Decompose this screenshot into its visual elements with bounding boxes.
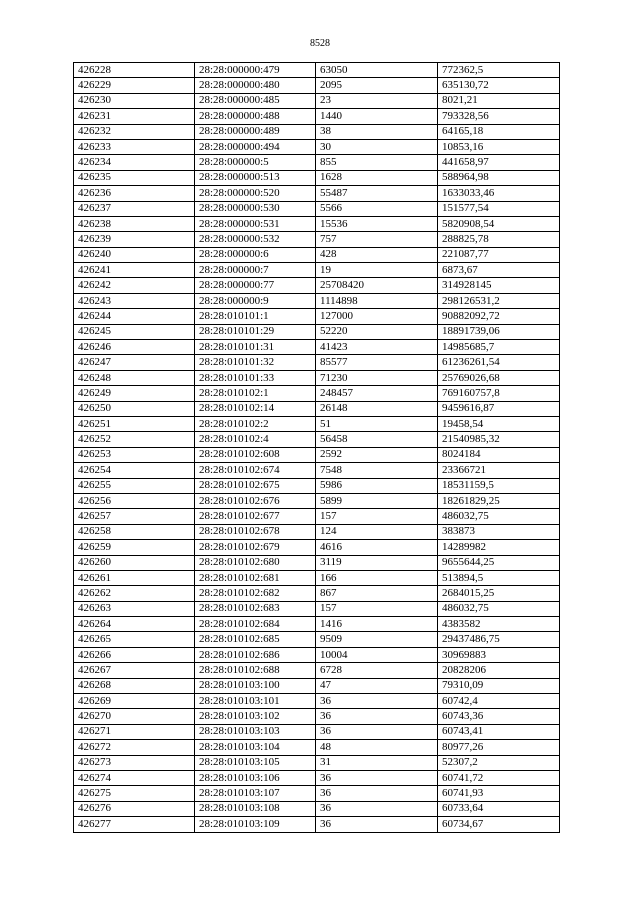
value-cell: 486032,75 bbox=[438, 509, 560, 524]
table-row bbox=[74, 109, 560, 124]
cadastral-number-cell: 28:28:010102:682 bbox=[195, 586, 316, 601]
value-cell: 8021,21 bbox=[438, 93, 560, 108]
value-cell: 151577,54 bbox=[438, 201, 560, 216]
table-row bbox=[74, 724, 560, 739]
table-row bbox=[74, 709, 560, 724]
value-cell: 10853,16 bbox=[438, 139, 560, 154]
table-row bbox=[74, 93, 560, 108]
value-cell: 486032,75 bbox=[438, 601, 560, 616]
value-cell: 635130,72 bbox=[438, 78, 560, 93]
record-number-cell: 426235 bbox=[74, 170, 195, 185]
table-row bbox=[74, 386, 560, 401]
value-cell: 20828206 bbox=[438, 663, 560, 678]
cadastral-number-cell: 28:28:010102:2 bbox=[195, 416, 316, 431]
value-cell: 513894,5 bbox=[438, 570, 560, 585]
record-number-cell: 426244 bbox=[74, 309, 195, 324]
value-cell: 30969883 bbox=[438, 647, 560, 662]
area-cell: 36 bbox=[316, 786, 438, 801]
table-row bbox=[74, 755, 560, 770]
cadastral-number-cell: 28:28:010103:104 bbox=[195, 740, 316, 755]
table-row bbox=[74, 740, 560, 755]
table-row bbox=[74, 170, 560, 185]
cadastral-number-cell: 28:28:010103:108 bbox=[195, 801, 316, 816]
value-cell: 288825,78 bbox=[438, 232, 560, 247]
record-number-cell: 426237 bbox=[74, 201, 195, 216]
value-cell: 221087,77 bbox=[438, 247, 560, 262]
area-cell: 47 bbox=[316, 678, 438, 693]
record-number-cell: 426272 bbox=[74, 740, 195, 755]
record-number-cell: 426259 bbox=[74, 540, 195, 555]
record-number-cell: 426263 bbox=[74, 601, 195, 616]
table-row bbox=[74, 216, 560, 231]
table-row bbox=[74, 278, 560, 293]
record-number-cell: 426252 bbox=[74, 432, 195, 447]
cadastral-number-cell: 28:28:010103:100 bbox=[195, 678, 316, 693]
value-cell: 18261829,25 bbox=[438, 493, 560, 508]
record-number-cell: 426275 bbox=[74, 786, 195, 801]
area-cell: 51 bbox=[316, 416, 438, 431]
table-row bbox=[74, 63, 560, 78]
area-cell: 5986 bbox=[316, 478, 438, 493]
value-cell: 769160757,8 bbox=[438, 386, 560, 401]
area-cell: 25708420 bbox=[316, 278, 438, 293]
table-row bbox=[74, 401, 560, 416]
value-cell: 29437486,75 bbox=[438, 632, 560, 647]
area-cell: 7548 bbox=[316, 463, 438, 478]
value-cell: 18531159,5 bbox=[438, 478, 560, 493]
area-cell: 1416 bbox=[316, 617, 438, 632]
table-row bbox=[74, 124, 560, 139]
area-cell: 19 bbox=[316, 263, 438, 278]
cadastral-number-cell: 28:28:000000:532 bbox=[195, 232, 316, 247]
cadastral-number-cell: 28:28:010102:675 bbox=[195, 478, 316, 493]
value-cell: 79310,09 bbox=[438, 678, 560, 693]
table-row bbox=[74, 617, 560, 632]
cadastral-number-cell: 28:28:010102:4 bbox=[195, 432, 316, 447]
table-row bbox=[74, 247, 560, 262]
record-number-cell: 426234 bbox=[74, 155, 195, 170]
table-row bbox=[74, 155, 560, 170]
value-cell: 21540985,32 bbox=[438, 432, 560, 447]
area-cell: 52220 bbox=[316, 324, 438, 339]
record-number-cell: 426238 bbox=[74, 216, 195, 231]
record-number-cell: 426231 bbox=[74, 109, 195, 124]
record-number-cell: 426247 bbox=[74, 355, 195, 370]
value-cell: 19458,54 bbox=[438, 416, 560, 431]
value-cell: 60742,4 bbox=[438, 694, 560, 709]
table-row bbox=[74, 540, 560, 555]
value-cell: 60733,64 bbox=[438, 801, 560, 816]
area-cell: 9509 bbox=[316, 632, 438, 647]
cadastral-number-cell: 28:28:010103:105 bbox=[195, 755, 316, 770]
table-row bbox=[74, 817, 560, 832]
cadastral-number-cell: 28:28:000000:531 bbox=[195, 216, 316, 231]
area-cell: 48 bbox=[316, 740, 438, 755]
value-cell: 8024184 bbox=[438, 447, 560, 462]
record-number-cell: 426257 bbox=[74, 509, 195, 524]
value-cell: 4383582 bbox=[438, 617, 560, 632]
cadastral-number-cell: 28:28:000000:9 bbox=[195, 293, 316, 308]
area-cell: 2592 bbox=[316, 447, 438, 462]
cadastral-number-cell: 28:28:010101:32 bbox=[195, 355, 316, 370]
record-number-cell: 426277 bbox=[74, 817, 195, 832]
cadastral-number-cell: 28:28:000000:480 bbox=[195, 78, 316, 93]
value-cell: 60741,72 bbox=[438, 770, 560, 785]
area-cell: 55487 bbox=[316, 186, 438, 201]
table-row bbox=[74, 770, 560, 785]
area-cell: 5566 bbox=[316, 201, 438, 216]
area-cell: 36 bbox=[316, 709, 438, 724]
value-cell: 441658,97 bbox=[438, 155, 560, 170]
table-row bbox=[74, 801, 560, 816]
cadastral-number-cell: 28:28:010101:1 bbox=[195, 309, 316, 324]
table-row bbox=[74, 186, 560, 201]
table-row bbox=[74, 201, 560, 216]
area-cell: 71230 bbox=[316, 370, 438, 385]
record-number-cell: 426264 bbox=[74, 617, 195, 632]
record-number-cell: 426273 bbox=[74, 755, 195, 770]
cadastral-number-cell: 28:28:010102:674 bbox=[195, 463, 316, 478]
table-row bbox=[74, 340, 560, 355]
cadastral-number-cell: 28:28:000000:530 bbox=[195, 201, 316, 216]
area-cell: 36 bbox=[316, 724, 438, 739]
record-number-cell: 426253 bbox=[74, 447, 195, 462]
record-number-cell: 426265 bbox=[74, 632, 195, 647]
area-cell: 26148 bbox=[316, 401, 438, 416]
value-cell: 18891739,06 bbox=[438, 324, 560, 339]
value-cell: 60734,67 bbox=[438, 817, 560, 832]
cadastral-number-cell: 28:28:010101:29 bbox=[195, 324, 316, 339]
record-number-cell: 426232 bbox=[74, 124, 195, 139]
record-number-cell: 426229 bbox=[74, 78, 195, 93]
value-cell: 60743,36 bbox=[438, 709, 560, 724]
area-cell: 428 bbox=[316, 247, 438, 262]
cadastral-number-cell: 28:28:010101:31 bbox=[195, 340, 316, 355]
value-cell: 14985685,7 bbox=[438, 340, 560, 355]
cadastral-number-cell: 28:28:010102:677 bbox=[195, 509, 316, 524]
cadastral-number-cell: 28:28:010102:1 bbox=[195, 386, 316, 401]
table-row bbox=[74, 370, 560, 385]
value-cell: 9655644,25 bbox=[438, 555, 560, 570]
area-cell: 36 bbox=[316, 694, 438, 709]
value-cell: 793328,56 bbox=[438, 109, 560, 124]
table-row bbox=[74, 78, 560, 93]
record-number-cell: 426274 bbox=[74, 770, 195, 785]
table-row bbox=[74, 601, 560, 616]
table-row bbox=[74, 555, 560, 570]
area-cell: 56458 bbox=[316, 432, 438, 447]
table-row bbox=[74, 293, 560, 308]
area-cell: 36 bbox=[316, 817, 438, 832]
table-row bbox=[74, 493, 560, 508]
cadastral-number-cell: 28:28:010102:680 bbox=[195, 555, 316, 570]
record-number-cell: 426276 bbox=[74, 801, 195, 816]
area-cell: 124 bbox=[316, 524, 438, 539]
table-row bbox=[74, 786, 560, 801]
value-cell: 298126531,2 bbox=[438, 293, 560, 308]
table-row bbox=[74, 586, 560, 601]
value-cell: 60741,93 bbox=[438, 786, 560, 801]
record-number-cell: 426245 bbox=[74, 324, 195, 339]
table-row bbox=[74, 570, 560, 585]
area-cell: 855 bbox=[316, 155, 438, 170]
record-number-cell: 426240 bbox=[74, 247, 195, 262]
area-cell: 248457 bbox=[316, 386, 438, 401]
record-number-cell: 426255 bbox=[74, 478, 195, 493]
record-number-cell: 426254 bbox=[74, 463, 195, 478]
area-cell: 157 bbox=[316, 509, 438, 524]
area-cell: 1440 bbox=[316, 109, 438, 124]
cadastral-number-cell: 28:28:010102:681 bbox=[195, 570, 316, 585]
area-cell: 10004 bbox=[316, 647, 438, 662]
area-cell: 5899 bbox=[316, 493, 438, 508]
area-cell: 166 bbox=[316, 570, 438, 585]
value-cell: 61236261,54 bbox=[438, 355, 560, 370]
area-cell: 15536 bbox=[316, 216, 438, 231]
value-cell: 6873,67 bbox=[438, 263, 560, 278]
value-cell: 80977,26 bbox=[438, 740, 560, 755]
record-number-cell: 426241 bbox=[74, 263, 195, 278]
cadastral-number-cell: 28:28:000000:485 bbox=[195, 93, 316, 108]
cadastral-number-cell: 28:28:010102:679 bbox=[195, 540, 316, 555]
registry-table bbox=[73, 62, 560, 833]
cadastral-number-cell: 28:28:010102:678 bbox=[195, 524, 316, 539]
table-row bbox=[74, 632, 560, 647]
cadastral-number-cell: 28:28:010102:684 bbox=[195, 617, 316, 632]
cadastral-number-cell: 28:28:000000:77 bbox=[195, 278, 316, 293]
cadastral-number-cell: 28:28:000000:494 bbox=[195, 139, 316, 154]
area-cell: 31 bbox=[316, 755, 438, 770]
value-cell: 64165,18 bbox=[438, 124, 560, 139]
record-number-cell: 426251 bbox=[74, 416, 195, 431]
area-cell: 85577 bbox=[316, 355, 438, 370]
record-number-cell: 426266 bbox=[74, 647, 195, 662]
table-row bbox=[74, 478, 560, 493]
record-number-cell: 426246 bbox=[74, 340, 195, 355]
value-cell: 2684015,25 bbox=[438, 586, 560, 601]
cadastral-number-cell: 28:28:010102:683 bbox=[195, 601, 316, 616]
cadastral-number-cell: 28:28:010102:676 bbox=[195, 493, 316, 508]
area-cell: 23 bbox=[316, 93, 438, 108]
record-number-cell: 426258 bbox=[74, 524, 195, 539]
cadastral-number-cell: 28:28:010103:101 bbox=[195, 694, 316, 709]
area-cell: 6728 bbox=[316, 663, 438, 678]
table-row bbox=[74, 232, 560, 247]
table-row bbox=[74, 309, 560, 324]
cadastral-number-cell: 28:28:010102:686 bbox=[195, 647, 316, 662]
record-number-cell: 426269 bbox=[74, 694, 195, 709]
value-cell: 9459616,87 bbox=[438, 401, 560, 416]
value-cell: 52307,2 bbox=[438, 755, 560, 770]
table-row bbox=[74, 355, 560, 370]
area-cell: 1114898 bbox=[316, 293, 438, 308]
table-row bbox=[74, 432, 560, 447]
table-row bbox=[74, 678, 560, 693]
cadastral-number-cell: 28:28:000000:7 bbox=[195, 263, 316, 278]
cadastral-number-cell: 28:28:000000:488 bbox=[195, 109, 316, 124]
cadastral-number-cell: 28:28:000000:513 bbox=[195, 170, 316, 185]
registry-table-body bbox=[74, 63, 560, 833]
table-row bbox=[74, 139, 560, 154]
cadastral-number-cell: 28:28:010102:688 bbox=[195, 663, 316, 678]
area-cell: 1628 bbox=[316, 170, 438, 185]
cadastral-number-cell: 28:28:010102:685 bbox=[195, 632, 316, 647]
table-row bbox=[74, 416, 560, 431]
value-cell: 314928145 bbox=[438, 278, 560, 293]
area-cell: 2095 bbox=[316, 78, 438, 93]
area-cell: 41423 bbox=[316, 340, 438, 355]
record-number-cell: 426250 bbox=[74, 401, 195, 416]
cadastral-number-cell: 28:28:010103:102 bbox=[195, 709, 316, 724]
table-row bbox=[74, 463, 560, 478]
cadastral-number-cell: 28:28:000000:520 bbox=[195, 186, 316, 201]
area-cell: 127000 bbox=[316, 309, 438, 324]
record-number-cell: 426260 bbox=[74, 555, 195, 570]
value-cell: 23366721 bbox=[438, 463, 560, 478]
table-row bbox=[74, 324, 560, 339]
cadastral-number-cell: 28:28:000000:6 bbox=[195, 247, 316, 262]
page-number: 8528 bbox=[310, 38, 330, 49]
record-number-cell: 426271 bbox=[74, 724, 195, 739]
table-row bbox=[74, 447, 560, 462]
area-cell: 867 bbox=[316, 586, 438, 601]
table-row bbox=[74, 524, 560, 539]
area-cell: 157 bbox=[316, 601, 438, 616]
record-number-cell: 426270 bbox=[74, 709, 195, 724]
record-number-cell: 426243 bbox=[74, 293, 195, 308]
value-cell: 90882092,72 bbox=[438, 309, 560, 324]
value-cell: 60743,41 bbox=[438, 724, 560, 739]
value-cell: 772362,5 bbox=[438, 63, 560, 78]
record-number-cell: 426249 bbox=[74, 386, 195, 401]
value-cell: 383873 bbox=[438, 524, 560, 539]
table-row bbox=[74, 647, 560, 662]
record-number-cell: 426261 bbox=[74, 570, 195, 585]
table-row bbox=[74, 509, 560, 524]
area-cell: 36 bbox=[316, 770, 438, 785]
area-cell: 63050 bbox=[316, 63, 438, 78]
cadastral-number-cell: 28:28:010103:106 bbox=[195, 770, 316, 785]
area-cell: 38 bbox=[316, 124, 438, 139]
record-number-cell: 426262 bbox=[74, 586, 195, 601]
cadastral-number-cell: 28:28:010103:109 bbox=[195, 817, 316, 832]
cadastral-number-cell: 28:28:000000:479 bbox=[195, 63, 316, 78]
value-cell: 5820908,54 bbox=[438, 216, 560, 231]
area-cell: 3119 bbox=[316, 555, 438, 570]
value-cell: 1633033,46 bbox=[438, 186, 560, 201]
table-row bbox=[74, 263, 560, 278]
cadastral-number-cell: 28:28:000000:5 bbox=[195, 155, 316, 170]
record-number-cell: 426228 bbox=[74, 63, 195, 78]
value-cell: 25769026,68 bbox=[438, 370, 560, 385]
record-number-cell: 426267 bbox=[74, 663, 195, 678]
area-cell: 36 bbox=[316, 801, 438, 816]
record-number-cell: 426242 bbox=[74, 278, 195, 293]
record-number-cell: 426256 bbox=[74, 493, 195, 508]
value-cell: 588964,98 bbox=[438, 170, 560, 185]
cadastral-number-cell: 28:28:010102:608 bbox=[195, 447, 316, 462]
cadastral-number-cell: 28:28:000000:489 bbox=[195, 124, 316, 139]
record-number-cell: 426236 bbox=[74, 186, 195, 201]
record-number-cell: 426248 bbox=[74, 370, 195, 385]
area-cell: 4616 bbox=[316, 540, 438, 555]
area-cell: 30 bbox=[316, 139, 438, 154]
cadastral-number-cell: 28:28:010101:33 bbox=[195, 370, 316, 385]
record-number-cell: 426230 bbox=[74, 93, 195, 108]
value-cell: 14289982 bbox=[438, 540, 560, 555]
cadastral-number-cell: 28:28:010102:14 bbox=[195, 401, 316, 416]
table-row bbox=[74, 694, 560, 709]
record-number-cell: 426233 bbox=[74, 139, 195, 154]
area-cell: 757 bbox=[316, 232, 438, 247]
cadastral-number-cell: 28:28:010103:103 bbox=[195, 724, 316, 739]
record-number-cell: 426268 bbox=[74, 678, 195, 693]
record-number-cell: 426239 bbox=[74, 232, 195, 247]
cadastral-number-cell: 28:28:010103:107 bbox=[195, 786, 316, 801]
table-row bbox=[74, 663, 560, 678]
